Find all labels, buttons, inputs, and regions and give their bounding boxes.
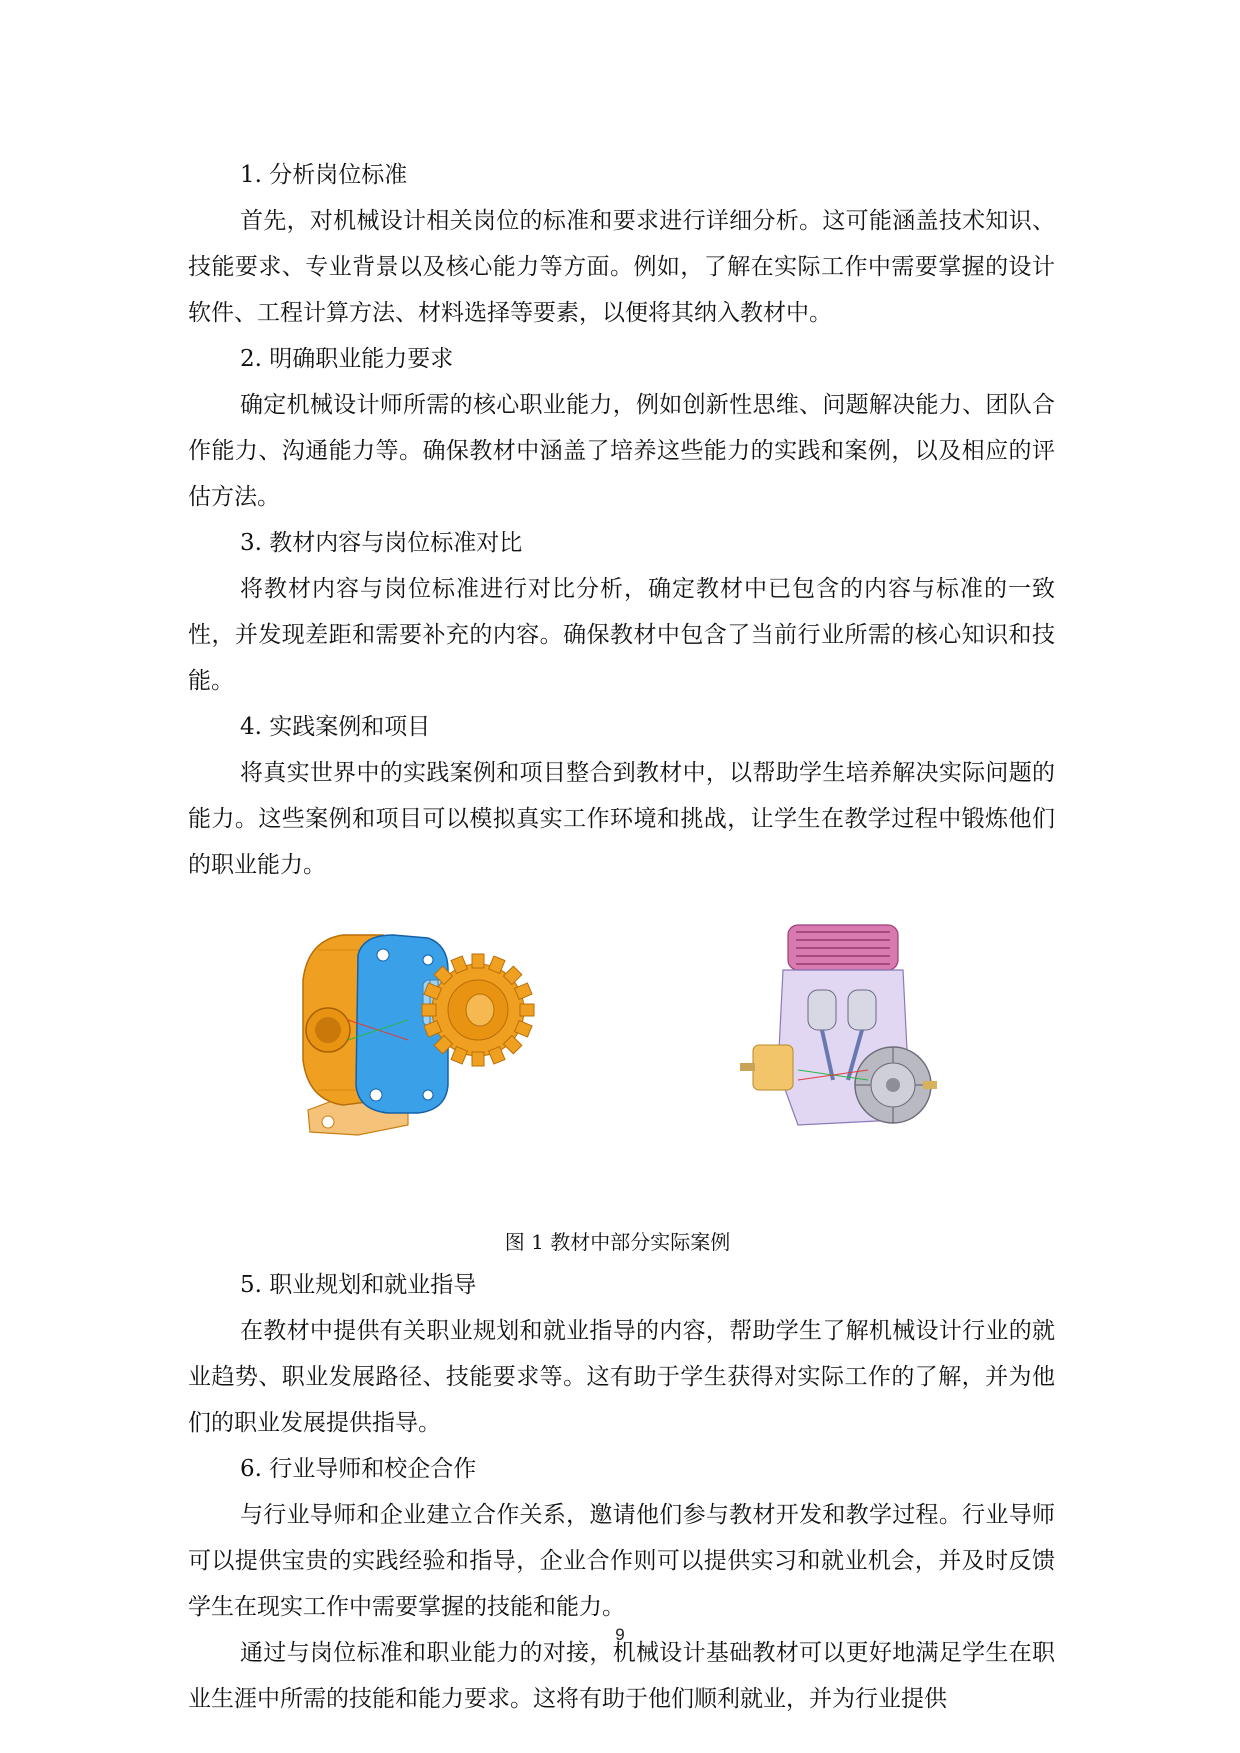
section-paragraph-1: 首先，对机械设计相关岗位的标准和要求进行详细分析。这可能涵盖技术知识、技能要求、专业背景以及核心能力等方面。例如，了解在实际工作中需要掌握的设计软件、工程计算方法、材料选择等要素，以便将其纳入教材中。 (188, 208, 1055, 326)
page-body (188, 152, 1055, 1722)
section-heading-1: 1. 分析岗位标准 (240, 162, 408, 188)
engine-assembly-image (738, 920, 938, 1150)
section-paragraph-5: 在教材中提供有关职业规划和就业指导的内容，帮助学生了解机械设计行业的就业趋势、职业发展路径、技能要求等。这有助于学生获得对实际工作的了解，并为他们的职业发展提供指导。 (188, 1318, 1055, 1436)
figure-caption: 图 1 教材中部分实际案例 (504, 1230, 731, 1254)
section-heading-3: 3. 教材内容与岗位标准对比 (240, 530, 523, 556)
section-paragraph-4: 将真实世界中的实践案例和项目整合到教材中，以帮助学生培养解决实际问题的能力。这些案例和项目可以模拟真实工作环境和挑战，让学生在教学过程中锻炼他们的职业能力。 (188, 760, 1055, 878)
section-heading-2: 2. 明确职业能力要求 (240, 346, 454, 372)
figure-1 (188, 910, 1055, 1222)
closing-paragraph: 通过与岗位标准和职业能力的对接，机械设计基础教材可以更好地满足学生在职业生涯中所需的技能和能力要求。这将有助于他们顺利就业，并为行业提供 (188, 1640, 1055, 1712)
section-paragraph-2: 确定机械设计师所需的核心职业能力，例如创新性思维、问题解决能力、团队合作能力、沟通能力等。确保教材中涵盖了培养这些能力的实践和案例，以及相应的评估方法。 (188, 392, 1055, 510)
page-number: 9 (615, 1625, 625, 1644)
section-paragraph-6: 与行业导师和企业建立合作关系，邀请他们参与教材开发和教学过程。行业导师可以提供宝贵的实践经验和指导，企业合作则可以提供实习和就业机会，并及时反馈学生在现实工作中需要掌握的技能和能力。 (188, 1502, 1055, 1620)
section-heading-6: 6. 行业导师和校企合作 (240, 1456, 477, 1482)
section-paragraph-3: 将教材内容与岗位标准进行对比分析，确定教材中已包含的内容与标准的一致性，并发现差距和需要补充的内容。确保教材中包含了当前行业所需的核心知识和技能。 (188, 576, 1055, 694)
gear-pump-assembly-image (288, 910, 538, 1160)
section-heading-4: 4. 实践案例和项目 (240, 714, 431, 740)
section-heading-5: 5. 职业规划和就业指导 (240, 1272, 477, 1298)
